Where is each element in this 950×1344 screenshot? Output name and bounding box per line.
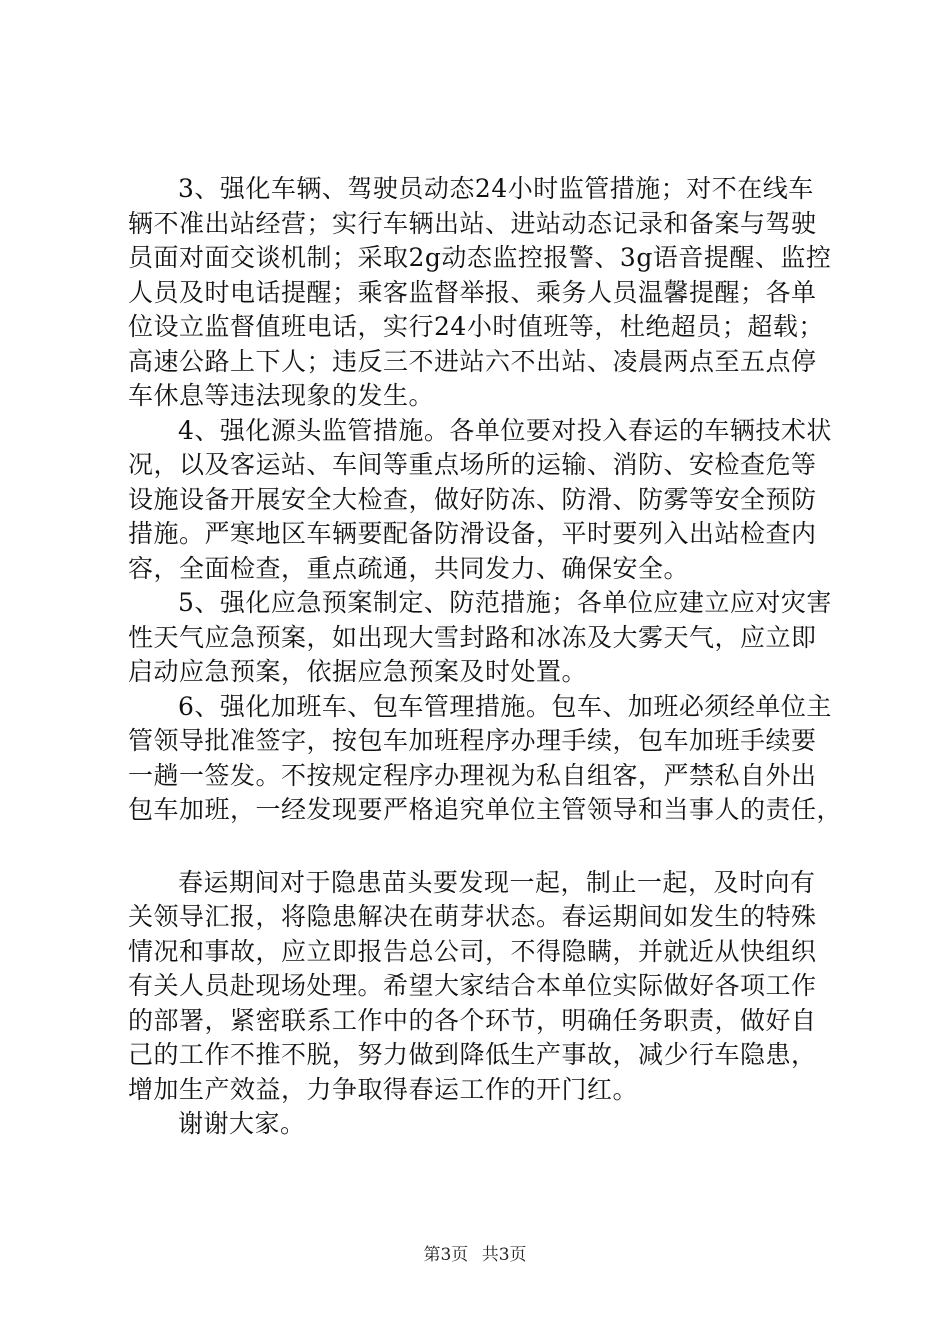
text-line: 人员及时电话提醒；乘客监督举报、乘务人员温馨提醒；各单 — [128, 277, 817, 307]
text-line: 启动应急预案，依据应急预案及时处置。 — [128, 657, 588, 686]
text-line: 5、强化应急预案制定、防范措施；各单位应建立应对灾害 — [178, 588, 832, 617]
text-line: 性天气应急预案，如出现大雪封路和冰冻及大雾天气，应立即 — [128, 622, 817, 652]
page-number-current: 第3页 — [423, 1245, 469, 1265]
text-line: 管领导批准签字，按包车加班程序办理手续，包车加班手续要 — [128, 726, 817, 755]
text-line: 车休息等违法现象的发生。 — [128, 381, 435, 410]
text-line: 包车加班，一经发现要严格追究单位主管领导和当事人的责任， — [128, 795, 843, 824]
page-footer — [0, 1244, 950, 1266]
text-line: 位设立监督值班电话，实行24小时值班等，杜绝超员；超载； — [128, 312, 824, 341]
text-line: 措施。严寒地区车辆要配备防滑设备，平时要列入出站检查内 — [128, 519, 817, 548]
text-line: 有关人员赴现场处理。希望大家结合本单位实际做好各项工作 — [128, 971, 817, 1000]
text-line: 一趟一签发。不按规定程序办理视为私自组客，严禁私自外出 — [128, 760, 817, 790]
text-line: 谢谢大家。 — [178, 1109, 306, 1138]
text-line: 高速公路上下人；违反三不进站六不出站、凌晨两点至五点停 — [128, 346, 817, 376]
text-line: 4、强化源头监管措施。各单位要对投入春运的车辆技术状 — [178, 415, 832, 445]
text-line: 春运期间对于隐患苗头要发现一起，制止一起，及时向有 — [178, 867, 816, 897]
text-line: 增加生产效益，力争取得春运工作的开门红。 — [128, 1074, 639, 1104]
paragraph-closing — [128, 866, 828, 1108]
text-line: 况，以及客运站、车间等重点场所的运输、消防、安检查危等 — [128, 450, 817, 479]
text-line: 设施设备开展安全大检查，做好防冻、防滑、防雾等安全预防 — [128, 484, 817, 514]
paragraph-measure-4 — [128, 414, 832, 587]
text-line: 员面对面交谈机制；采取2g动态监控报警、3g语音提醒、监控 — [128, 243, 832, 272]
text-line: 己的工作不推不脱，努力做到降低生产事故，减少行车隐患， — [128, 1040, 817, 1069]
paragraph-thanks — [128, 1107, 828, 1142]
document-body — [128, 172, 843, 1142]
page-number-total: 共3页 — [481, 1245, 527, 1265]
text-line: 的部署，紧密联系工作中的各个环节，明确任务职责，做好自 — [128, 1005, 817, 1035]
paragraph-measure-3 — [128, 172, 832, 414]
paragraph-measure-5 — [128, 586, 832, 690]
paragraph-measure-6 — [128, 690, 843, 828]
text-line: 关领导汇报，将隐患解决在萌芽状态。春运期间如发生的特殊 — [128, 902, 817, 931]
paragraph-gap — [128, 828, 828, 866]
text-line: 容，全面检查，重点疏通，共同发力、确保安全。 — [128, 553, 690, 583]
text-line: 辆不准出站经营；实行车辆出站、进站动态记录和备案与驾驶 — [128, 208, 817, 238]
text-line: 6、强化加班车、包车管理措施。包车、加班必须经单位主 — [178, 691, 832, 721]
text-line: 情况和事故，应立即报告总公司，不得隐瞒，并就近从快组织 — [128, 936, 817, 966]
text-line: 3、强化车辆、驾驶员动态24小时监管措施；对不在线车 — [178, 174, 814, 203]
